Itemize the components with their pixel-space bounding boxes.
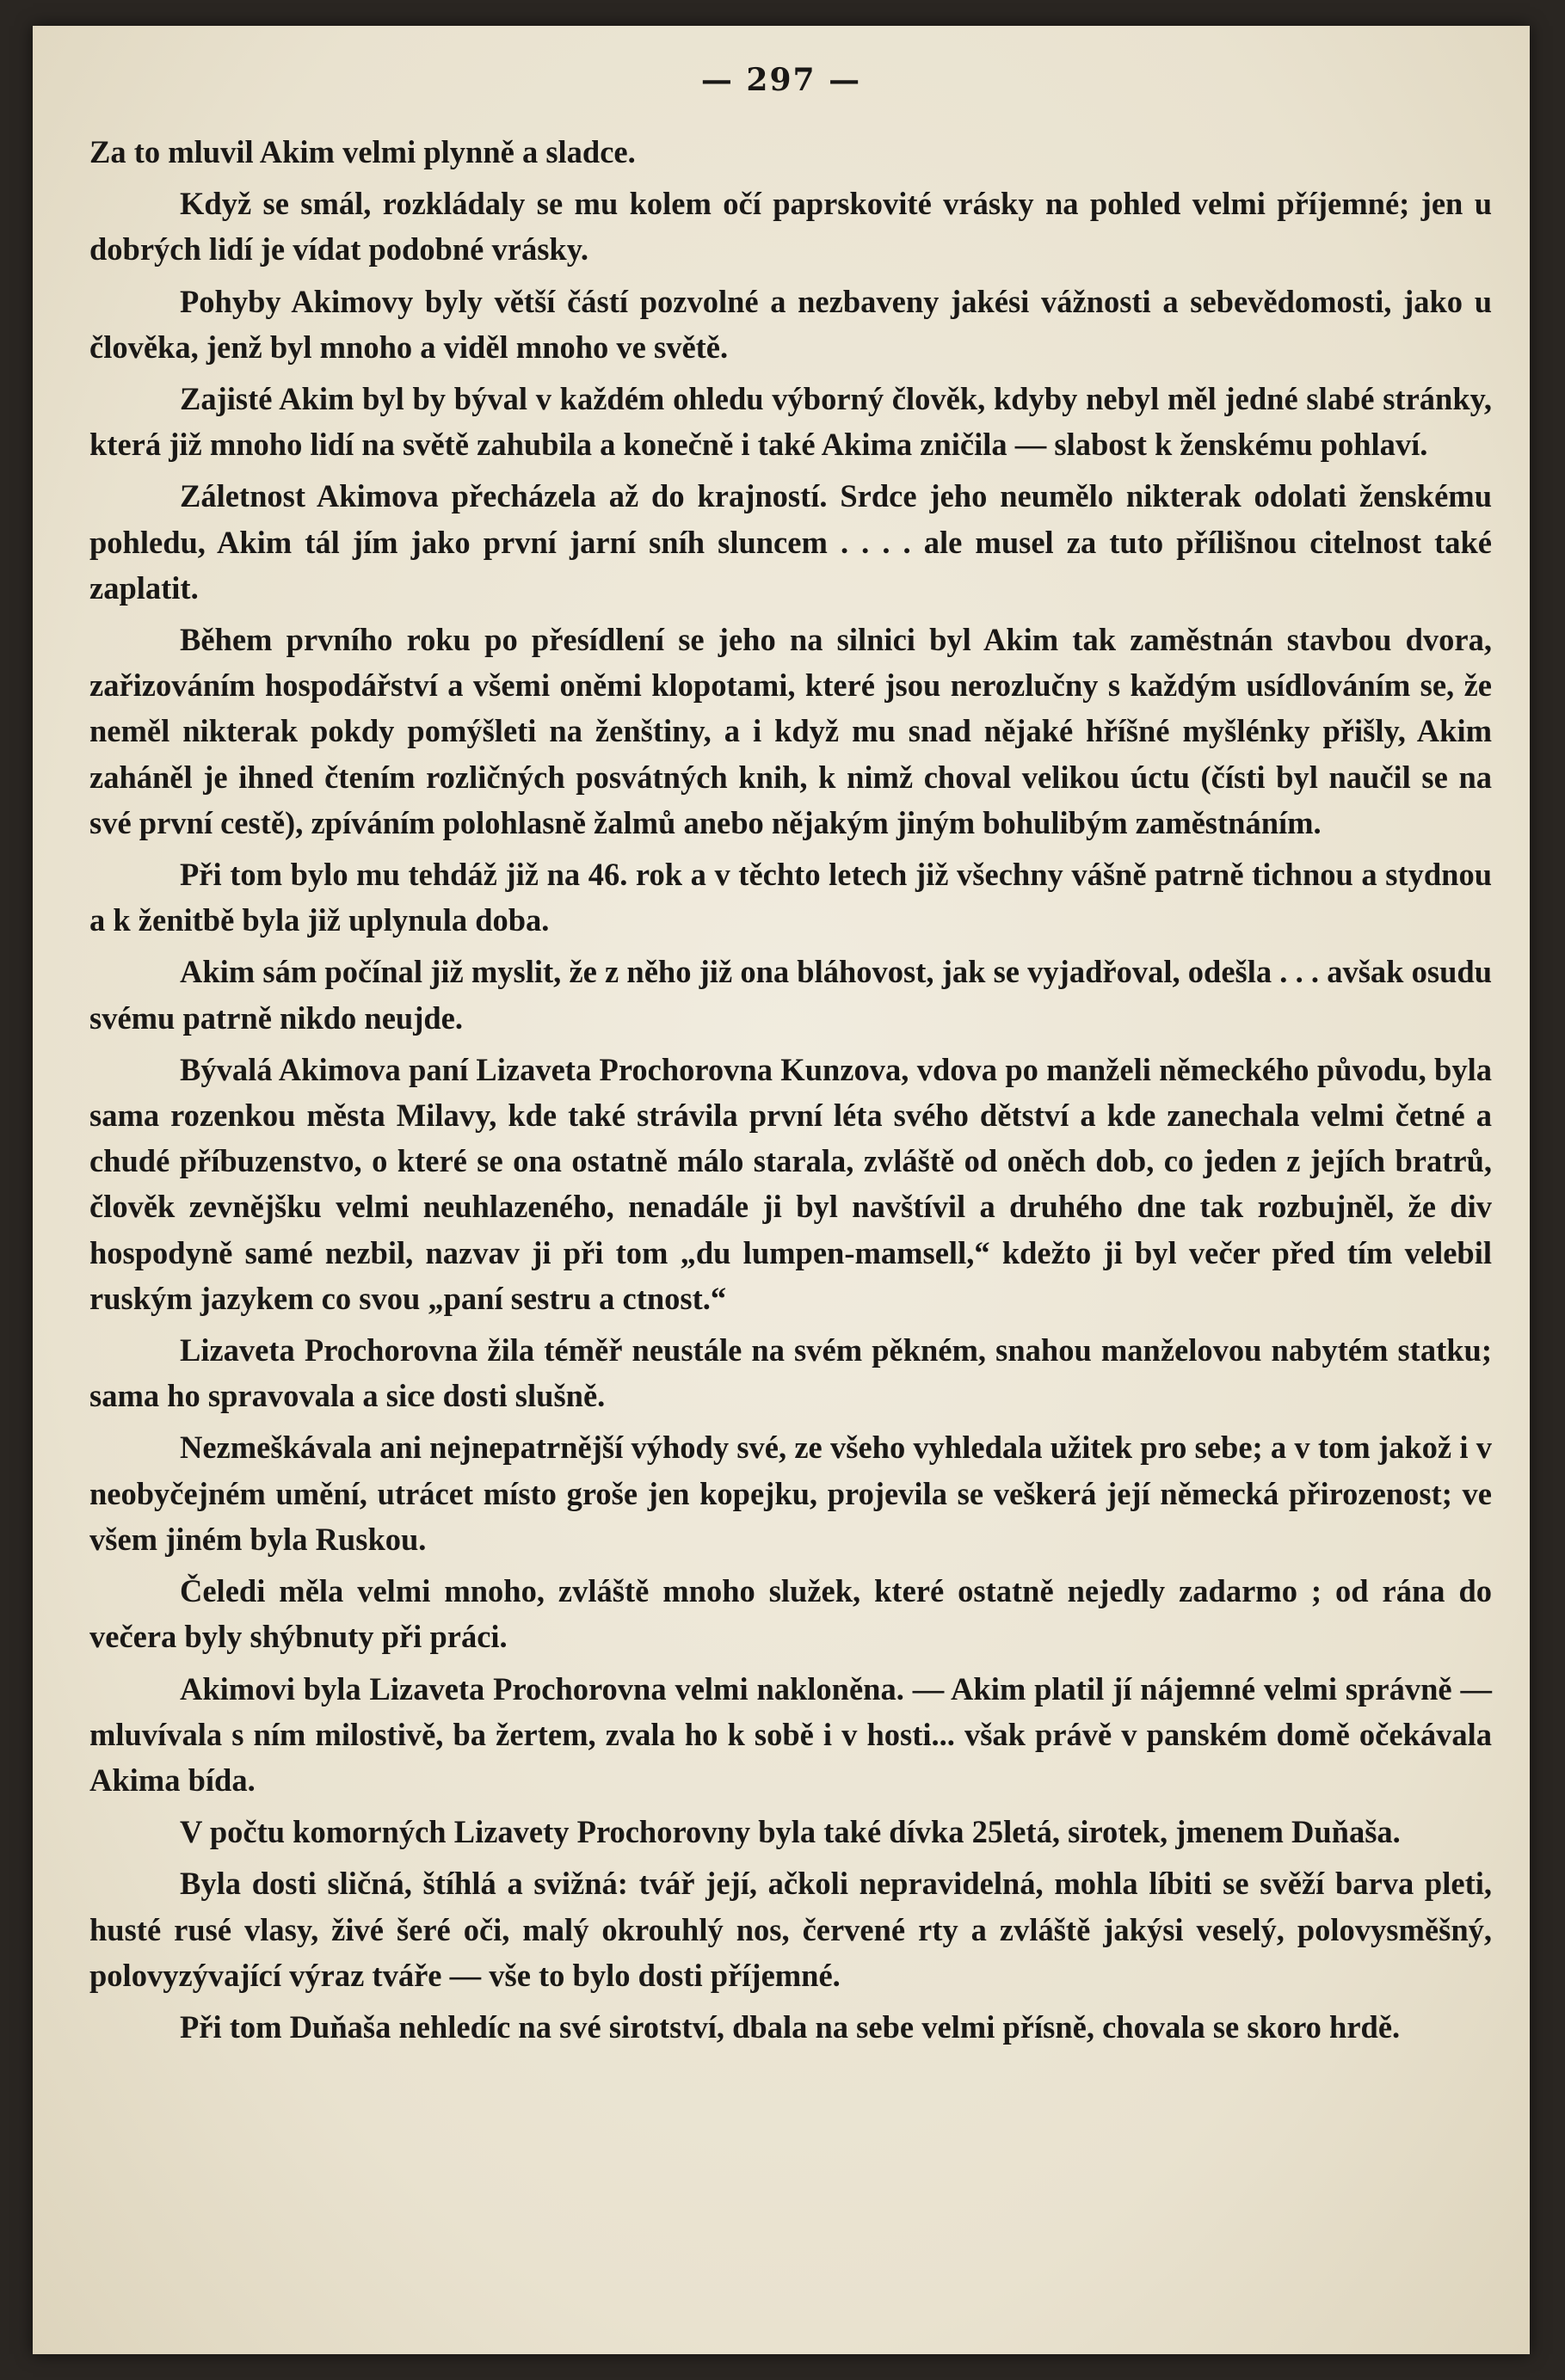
paragraph: Za to mluvil Akim velmi plynně a sladce. (89, 134, 636, 169)
paragraph: Akim sám počínal již myslit, že z něho již ona bláhovost, jak se vyjadřoval, odešla . . . avšak osudu svému patrně nikdo neujde. (89, 954, 1492, 1036)
paragraph: Čeledi měla velmi mnoho, zvláště mnoho služek, které ostatně nejedly zadarmo ; od rána do večera byly shýbnuty při práci. (89, 1573, 1492, 1655)
paragraph: Při tom bylo mu tehdáž již na 46. rok a v těchto letech již všechny vášně patrně tichnou a stydnou a k ženitbě byla již uplynula doba. (89, 857, 1492, 938)
paragraph: Byla dosti sličná, štíhlá a svižná: tvář její, ačkoli nepravidelná, mohla líbiti se svěží barva pleti, husté rusé vlasy, živé šeré oči, malý okrouhlý nos, červené rty a zvláště jakýsi veselý, polovysměšný, polovyzývající výraz tváře — vše to bylo dosti příjemné. (89, 1866, 1492, 1993)
paragraph: Zajisté Akim byl by býval v každém ohledu výborný člověk, kdyby nebyl měl jedné slabé stránky, která již mnoho lidí na světě zahubila a konečně i také Akima zničila — slabost k ženskému pohlaví. (89, 381, 1492, 463)
paragraph: Během prvního roku po přesídlení se jeho na silnici byl Akim tak zaměstnán stavbou dvora, zařizováním hospodářství a všemi oněmi klopotami, které jsou nerozlučny s každým usídlováním se, že neměl nikterak pokdy pomýšleti na ženštiny, a i když mu snad nějaké hříšné myšlénky přišly, Akim zaháněl je ihned čtením rozličných posvátných knih, k nimž choval velikou úctu (čísti byl naučil se na své první cestě), zpíváním polohlasně žalmů anebo nějakým jiným bohulibým zaměstnáním. (89, 622, 1492, 840)
paragraph: Akimovi byla Lizaveta Prochorovna velmi nakloněna. — Akim platil jí nájemné velmi správně — mluvívala s ním milostivě, ba žertem, zvala ho k sobě i v hosti... však právě v panském domě očekávala Akima bída. (89, 1670, 1492, 1798)
paragraph: Nezmeškávala ani nejnepatrnější výhody své, ze všeho vyhledala užitek pro sebe; a v tom jakož i v neobyčejném umění, utrácet místo groše jen kopejku, projevila se veškerá její německá přirozenost; ve všem jiném byla Ruskou. (89, 1430, 1492, 1557)
paragraph: Záletnost Akimova přecházela až do krajností. Srdce jeho neumělo nikterak odolati ženskému pohledu, Akim tál jím jako první jarní sníh sluncem . . . . ale musel za tuto přílišnou citelnost také zaplatit. (89, 478, 1492, 606)
body-text (89, 129, 1492, 2050)
paragraph: Když se smál, rozkládaly se mu kolem očí paprskovité vrásky na pohled velmi příjemné; jen u dobrých lidí je vídat podobné vrásky. (89, 186, 1492, 268)
paragraph: Lizaveta Prochorovna žila téměř neustále na svém pěkném, snahou manželovou nabytém statku; sama ho spravovala a sice dosti slušně. (89, 1332, 1492, 1414)
paragraph: Pohyby Akimovy byly větší částí pozvolné a nezbaveny jakési vážnosti a sebevědomosti, jako u člověka, jenž byl mnoho a viděl mnoho ve světě. (89, 283, 1492, 365)
paragraph: Při tom Duňaša nehledíc na své sirotství, dbala na sebe velmi přísně, chovala se skoro hrdě. (180, 2008, 1401, 2045)
book-page (33, 26, 1530, 2354)
page-number: — 297 — (700, 62, 862, 98)
paragraph: Bývalá Akimova paní Lizaveta Prochorovna Kunzova, vdova po manželi německého původu, byla sama rozenkou města Milavy, kde také strávila první léta svého dětství a kde zanechala velmi četné a chudé příbuzenstvo, o které se ona ostatně málo starala, zvláště od oněch dob, co jeden z jejích bratrů, člověk zevnějšku velmi neuhlazeného, nenadále ji byl navštívil a druhého dne tak rozbujněl, že div hospodyně samé nezbil, nazvav ji při tom „du lumpen-mamsell,“ kdežto ji byl večer před tím velebil ruským jazykem co svou „paní sestru a ctnost.“ (89, 1051, 1492, 1316)
paragraph: V počtu komorných Lizavety Prochorovny byla také dívka 25letá, sirotek, jmenem Duňaša. (180, 1814, 1401, 1850)
